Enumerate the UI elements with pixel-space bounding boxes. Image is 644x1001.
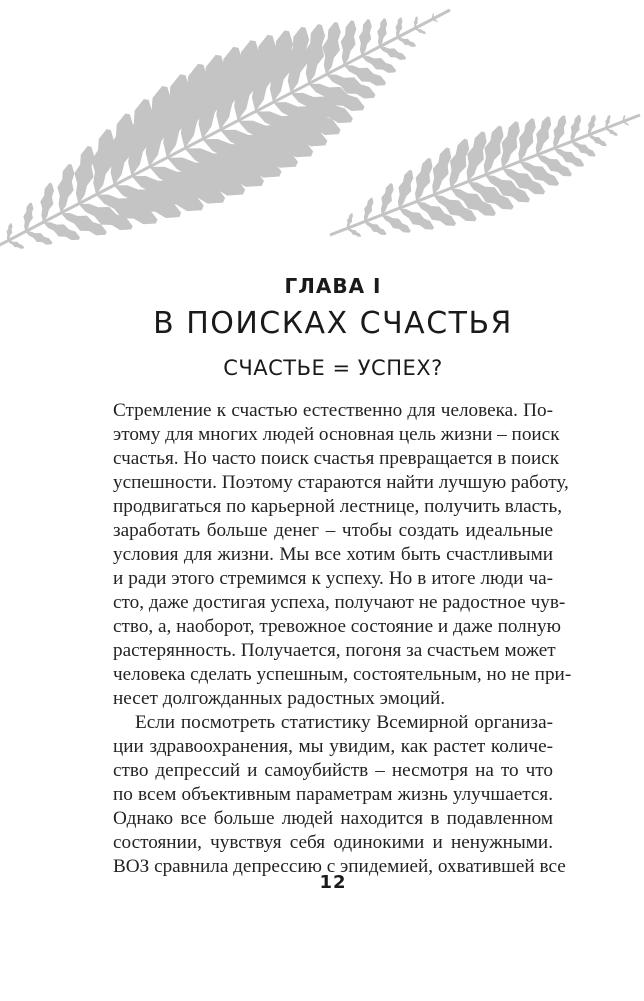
section-title: СЧАСТЬЕ = УСПЕХ?	[223, 356, 443, 380]
small-fern-frond	[330, 115, 640, 237]
text-line: заработать больше денег – чтобы создать идеальные	[113, 520, 553, 541]
text-line: ство депрессий и самоубийств – несмотря на то что	[113, 760, 553, 781]
text-line: успешности. Поэтому стараются найти лучшую работу,	[113, 472, 569, 493]
text-line: ции здравоохранения, мы увидим, как растет количе-	[113, 736, 553, 757]
text-line: по всем объективным параметрам жизнь улучшается.	[113, 784, 553, 805]
text-line: условия для жизни. Мы все хотим быть счастливыми	[113, 544, 553, 565]
chapter-title: В ПОИСКАХ СЧАСТЬЯ	[153, 306, 513, 341]
text-line: ство, а, наоборот, тревожное состояние и даже полную	[113, 616, 561, 637]
text-line: Если посмотреть статистику Всемирной организа-	[135, 712, 553, 733]
text-line: сто, даже достигая успеха, получают не радостное чув-	[113, 592, 566, 613]
text-line: и ради этого стремимся к успеху. Но в итоге люди ча-	[113, 568, 553, 589]
text-line: состоянии, чувствуя себя одинокими и ненужными.	[113, 832, 553, 853]
text-line: ВОЗ сравнила депрессию с эпидемией, охватившей все	[113, 856, 566, 877]
chapter-label: ГЛАВА I	[284, 274, 382, 298]
text-line: продвигаться по карьерной лестнице, получить власть,	[113, 496, 563, 517]
text-line: Однако все больше людей находится в подавленном	[113, 808, 553, 829]
text-line: несет долгожданных радостных эмоций.	[113, 688, 446, 709]
text-line: Стремление к счастью естественно для человека. По-	[113, 400, 553, 421]
body-text	[113, 399, 572, 879]
text-line: счастья. Но часто поиск счастья превращается в поиск	[113, 448, 560, 469]
page-number: 12	[319, 872, 347, 893]
fern-illustration	[0, 0, 644, 300]
text-line: человека сделать успешным, состоятельным, но не при-	[113, 664, 572, 685]
text-line: растерянность. Получается, погоня за счастьем может	[113, 640, 556, 661]
text-line: этому для многих людей основная цель жизни – поиск	[113, 424, 560, 445]
